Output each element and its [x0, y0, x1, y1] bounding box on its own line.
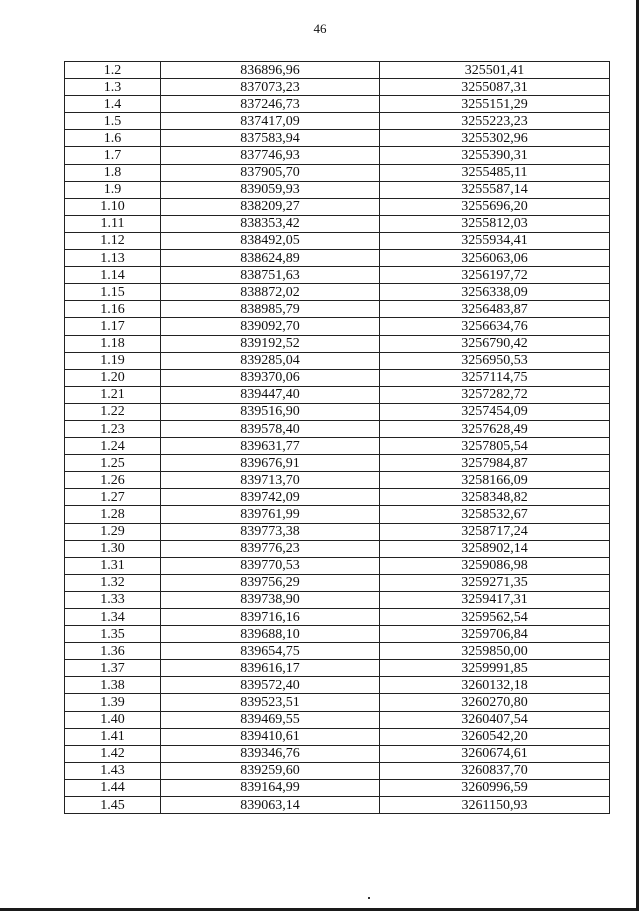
y-coordinate-cell: 3257114,75 — [380, 369, 610, 386]
y-coordinate-cell: 3259562,54 — [380, 609, 610, 626]
point-cell: 1.30 — [65, 540, 161, 557]
table-row — [65, 728, 610, 745]
page-number: 46 — [313, 21, 327, 36]
x-coordinate-cell: 839776,23 — [161, 540, 380, 557]
point-cell: 1.38 — [65, 677, 161, 694]
table-row — [65, 506, 610, 523]
y-coordinate-cell: 3258902,14 — [380, 540, 610, 557]
point-cell: 1.2 — [65, 62, 161, 79]
y-coordinate-cell: 3258166,09 — [380, 472, 610, 489]
point-cell: 1.39 — [65, 694, 161, 711]
y-coordinate-cell: 3259706,84 — [380, 626, 610, 643]
point-cell: 1.21 — [65, 386, 161, 403]
y-coordinate-cell: 3255223,23 — [380, 113, 610, 130]
y-coordinate-cell: 3256790,42 — [380, 335, 610, 352]
point-cell: 1.22 — [65, 403, 161, 420]
y-coordinate-cell: 3260674,61 — [380, 745, 610, 762]
table-row — [65, 643, 610, 660]
x-coordinate-cell: 839688,10 — [161, 626, 380, 643]
x-coordinate-cell: 838492,05 — [161, 232, 380, 249]
y-coordinate-cell: 3260407,54 — [380, 711, 610, 728]
y-coordinate-cell: 3257805,54 — [380, 438, 610, 455]
y-coordinate-cell: 3255151,29 — [380, 96, 610, 113]
y-coordinate-cell: 3255934,41 — [380, 232, 610, 249]
y-coordinate-cell: 3256950,53 — [380, 352, 610, 369]
point-cell: 1.25 — [65, 455, 161, 472]
point-cell: 1.14 — [65, 267, 161, 284]
x-coordinate-cell: 837246,73 — [161, 96, 380, 113]
y-coordinate-cell: 3258348,82 — [380, 489, 610, 506]
y-coordinate-cell: 3256063,06 — [380, 250, 610, 267]
table-row — [65, 147, 610, 164]
point-cell: 1.42 — [65, 745, 161, 762]
y-coordinate-cell: 3259271,35 — [380, 574, 610, 591]
point-cell: 1.44 — [65, 779, 161, 796]
table-row — [65, 232, 610, 249]
point-cell: 1.37 — [65, 660, 161, 677]
point-cell: 1.43 — [65, 762, 161, 779]
point-cell: 1.11 — [65, 215, 161, 232]
coordinates-table-body — [65, 62, 610, 814]
table-row — [65, 438, 610, 455]
point-cell: 1.24 — [65, 438, 161, 455]
x-coordinate-cell: 838751,63 — [161, 267, 380, 284]
table-row — [65, 352, 610, 369]
table-row — [65, 694, 610, 711]
x-coordinate-cell: 839410,61 — [161, 728, 380, 745]
y-coordinate-cell: 3259850,00 — [380, 643, 610, 660]
table-row — [65, 574, 610, 591]
x-coordinate-cell: 839192,52 — [161, 335, 380, 352]
table-row — [65, 540, 610, 557]
x-coordinate-cell: 839285,04 — [161, 352, 380, 369]
x-coordinate-cell: 839370,06 — [161, 369, 380, 386]
table-row — [65, 609, 610, 626]
x-coordinate-cell: 839259,60 — [161, 762, 380, 779]
point-cell: 1.15 — [65, 284, 161, 301]
x-coordinate-cell: 838985,79 — [161, 301, 380, 318]
table-row — [65, 557, 610, 574]
point-cell: 1.13 — [65, 250, 161, 267]
y-coordinate-cell: 3255390,31 — [380, 147, 610, 164]
y-coordinate-cell: 3255302,96 — [380, 130, 610, 147]
table-row — [65, 198, 610, 215]
table-row — [65, 113, 610, 130]
x-coordinate-cell: 837746,93 — [161, 147, 380, 164]
x-coordinate-cell: 839738,90 — [161, 591, 380, 608]
x-coordinate-cell: 839616,17 — [161, 660, 380, 677]
table-row — [65, 386, 610, 403]
x-coordinate-cell: 837073,23 — [161, 79, 380, 96]
y-coordinate-cell: 3257628,49 — [380, 420, 610, 437]
table-row — [65, 335, 610, 352]
x-coordinate-cell: 839773,38 — [161, 523, 380, 540]
point-cell: 1.12 — [65, 232, 161, 249]
y-coordinate-cell: 3255587,14 — [380, 181, 610, 198]
point-cell: 1.28 — [65, 506, 161, 523]
y-coordinate-cell: 3255696,20 — [380, 198, 610, 215]
table-row — [65, 164, 610, 181]
point-cell: 1.20 — [65, 369, 161, 386]
x-coordinate-cell: 839523,51 — [161, 694, 380, 711]
x-coordinate-cell: 839716,16 — [161, 609, 380, 626]
x-coordinate-cell: 838624,89 — [161, 250, 380, 267]
point-cell: 1.36 — [65, 643, 161, 660]
table-row — [65, 455, 610, 472]
x-coordinate-cell: 839063,14 — [161, 797, 380, 814]
x-coordinate-cell: 839164,99 — [161, 779, 380, 796]
x-coordinate-cell: 837583,94 — [161, 130, 380, 147]
table-row — [65, 472, 610, 489]
table-row — [65, 250, 610, 267]
table-row — [65, 626, 610, 643]
point-cell: 1.32 — [65, 574, 161, 591]
table-row — [65, 284, 610, 301]
table-row — [65, 79, 610, 96]
x-coordinate-cell: 839059,93 — [161, 181, 380, 198]
table-row — [65, 215, 610, 232]
x-coordinate-cell: 839572,40 — [161, 677, 380, 694]
y-coordinate-cell: 3261150,93 — [380, 797, 610, 814]
x-coordinate-cell: 839756,29 — [161, 574, 380, 591]
y-coordinate-cell: 3255087,31 — [380, 79, 610, 96]
point-cell: 1.3 — [65, 79, 161, 96]
point-cell: 1.6 — [65, 130, 161, 147]
x-coordinate-cell: 839654,75 — [161, 643, 380, 660]
table-row — [65, 523, 610, 540]
point-cell: 1.19 — [65, 352, 161, 369]
table-row — [65, 762, 610, 779]
point-cell: 1.18 — [65, 335, 161, 352]
point-cell: 1.5 — [65, 113, 161, 130]
point-cell: 1.17 — [65, 318, 161, 335]
point-cell: 1.9 — [65, 181, 161, 198]
point-cell: 1.29 — [65, 523, 161, 540]
x-coordinate-cell: 838872,02 — [161, 284, 380, 301]
table-row — [65, 130, 610, 147]
y-coordinate-cell: 3257984,87 — [380, 455, 610, 472]
y-coordinate-cell: 3256483,87 — [380, 301, 610, 318]
table-row — [65, 677, 610, 694]
y-coordinate-cell: 3260132,18 — [380, 677, 610, 694]
x-coordinate-cell: 839578,40 — [161, 420, 380, 437]
point-cell: 1.40 — [65, 711, 161, 728]
y-coordinate-cell: 3259086,98 — [380, 557, 610, 574]
point-cell: 1.16 — [65, 301, 161, 318]
x-coordinate-cell: 839631,77 — [161, 438, 380, 455]
table-row — [65, 301, 610, 318]
x-coordinate-cell: 836896,96 — [161, 62, 380, 79]
table-row — [65, 96, 610, 113]
y-coordinate-cell: 3260542,20 — [380, 728, 610, 745]
point-cell: 1.41 — [65, 728, 161, 745]
point-cell: 1.35 — [65, 626, 161, 643]
y-coordinate-cell: 3255812,03 — [380, 215, 610, 232]
y-coordinate-cell: 3259991,85 — [380, 660, 610, 677]
point-cell: 1.34 — [65, 609, 161, 626]
x-coordinate-cell: 839092,70 — [161, 318, 380, 335]
x-coordinate-cell: 839676,91 — [161, 455, 380, 472]
y-coordinate-cell: 3260837,70 — [380, 762, 610, 779]
y-coordinate-cell: 3260996,59 — [380, 779, 610, 796]
y-coordinate-cell: 3255485,11 — [380, 164, 610, 181]
x-coordinate-cell: 839447,40 — [161, 386, 380, 403]
point-cell: 1.27 — [65, 489, 161, 506]
table-row — [65, 369, 610, 386]
table-row — [65, 797, 610, 814]
point-cell: 1.7 — [65, 147, 161, 164]
table-row — [65, 745, 610, 762]
table-row — [65, 711, 610, 728]
x-coordinate-cell: 839770,53 — [161, 557, 380, 574]
point-cell: 1.26 — [65, 472, 161, 489]
table-row — [65, 267, 610, 284]
x-coordinate-cell: 839761,99 — [161, 506, 380, 523]
x-coordinate-cell: 838209,27 — [161, 198, 380, 215]
table-row — [65, 660, 610, 677]
table-row — [65, 591, 610, 608]
y-coordinate-cell: 3256197,72 — [380, 267, 610, 284]
y-coordinate-cell: 3258532,67 — [380, 506, 610, 523]
table-row — [65, 489, 610, 506]
y-coordinate-cell: 3258717,24 — [380, 523, 610, 540]
point-cell: 1.10 — [65, 198, 161, 215]
y-coordinate-cell: 3257282,72 — [380, 386, 610, 403]
x-coordinate-cell: 839742,09 — [161, 489, 380, 506]
point-cell: 1.23 — [65, 420, 161, 437]
table-row — [65, 420, 610, 437]
coordinates-table — [64, 61, 610, 814]
y-coordinate-cell: 3256338,09 — [380, 284, 610, 301]
x-coordinate-cell: 839516,90 — [161, 403, 380, 420]
scan-speck — [368, 897, 370, 899]
point-cell: 1.33 — [65, 591, 161, 608]
x-coordinate-cell: 839713,70 — [161, 472, 380, 489]
table-row — [65, 62, 610, 79]
x-coordinate-cell: 838353,42 — [161, 215, 380, 232]
table-row — [65, 318, 610, 335]
x-coordinate-cell: 837905,70 — [161, 164, 380, 181]
point-cell: 1.31 — [65, 557, 161, 574]
table-row — [65, 181, 610, 198]
y-coordinate-cell: 325501,41 — [380, 62, 610, 79]
x-coordinate-cell: 839469,55 — [161, 711, 380, 728]
y-coordinate-cell: 3257454,09 — [380, 403, 610, 420]
point-cell: 1.45 — [65, 797, 161, 814]
x-coordinate-cell: 837417,09 — [161, 113, 380, 130]
table-row — [65, 403, 610, 420]
table-row — [65, 779, 610, 796]
point-cell: 1.4 — [65, 96, 161, 113]
x-coordinate-cell: 839346,76 — [161, 745, 380, 762]
point-cell: 1.8 — [65, 164, 161, 181]
y-coordinate-cell: 3259417,31 — [380, 591, 610, 608]
y-coordinate-cell: 3256634,76 — [380, 318, 610, 335]
y-coordinate-cell: 3260270,80 — [380, 694, 610, 711]
